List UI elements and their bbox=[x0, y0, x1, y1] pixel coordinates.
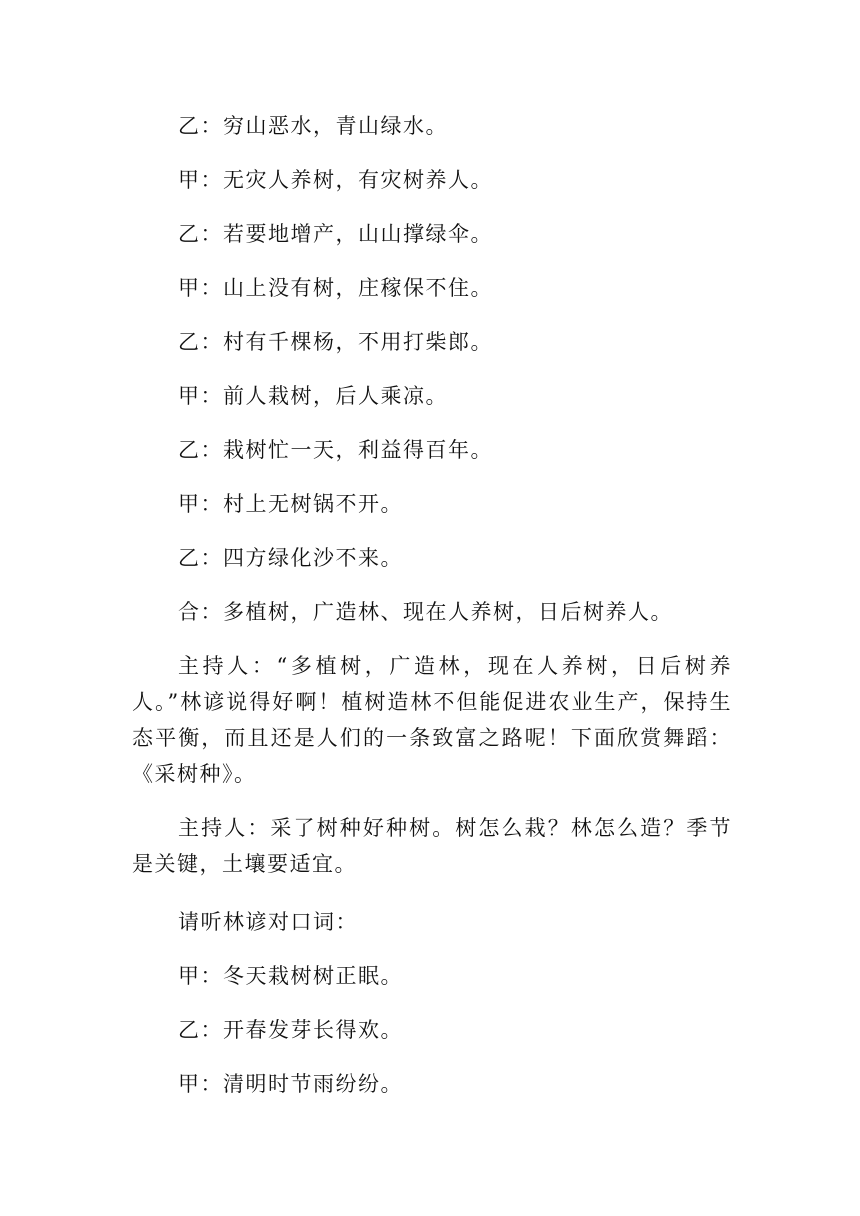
dialogue-line: 乙：村有千棵杨，不用打柴郎。 bbox=[178, 330, 493, 354]
dialogue-line-chorus: 合：多植树，广造林、现在人养树，日后树养人。 bbox=[178, 600, 673, 624]
dialogue-line: 乙：若要地增产，山山撑绿伞。 bbox=[178, 222, 493, 246]
dialogue-line: 甲：无灾人养树，有灾树养人。 bbox=[178, 168, 493, 192]
dialogue-line: 乙：栽树忙一天，利益得百年。 bbox=[178, 438, 493, 462]
dialogue-line: 乙：四方绿化沙不来。 bbox=[178, 546, 403, 570]
dialogue-line: 甲：前人栽树，后人乘凉。 bbox=[178, 384, 448, 408]
host-paragraph-2: 主持人：采了树种好种树。树怎么栽？林怎么造？季节是关键，土壤要适宜。 bbox=[132, 816, 732, 876]
dialogue-line: 乙：穷山恶水，青山绿水。 bbox=[178, 114, 448, 138]
dialogue-line: 甲：村上无树锅不开。 bbox=[178, 492, 403, 516]
intro-line: 请听林谚对口词： bbox=[178, 910, 358, 934]
host-paragraph-1: 主持人：“多植树，广造林，现在人养树，日后树养人。”林谚说得好啊！植树造林不但能促进农业生产，保持生态平衡，而且还是人们的一条致富之路呢！下面欣赏舞蹈：《采树种》。 bbox=[132, 654, 732, 786]
dialogue-line: 甲：山上没有树，庄稼保不住。 bbox=[178, 276, 493, 300]
dialogue-line: 甲：清明时节雨纷纷。 bbox=[178, 1072, 403, 1096]
dialogue-line: 乙：开春发芽长得欢。 bbox=[178, 1018, 403, 1042]
dialogue-line: 甲：冬天栽树树正眠。 bbox=[178, 964, 403, 988]
